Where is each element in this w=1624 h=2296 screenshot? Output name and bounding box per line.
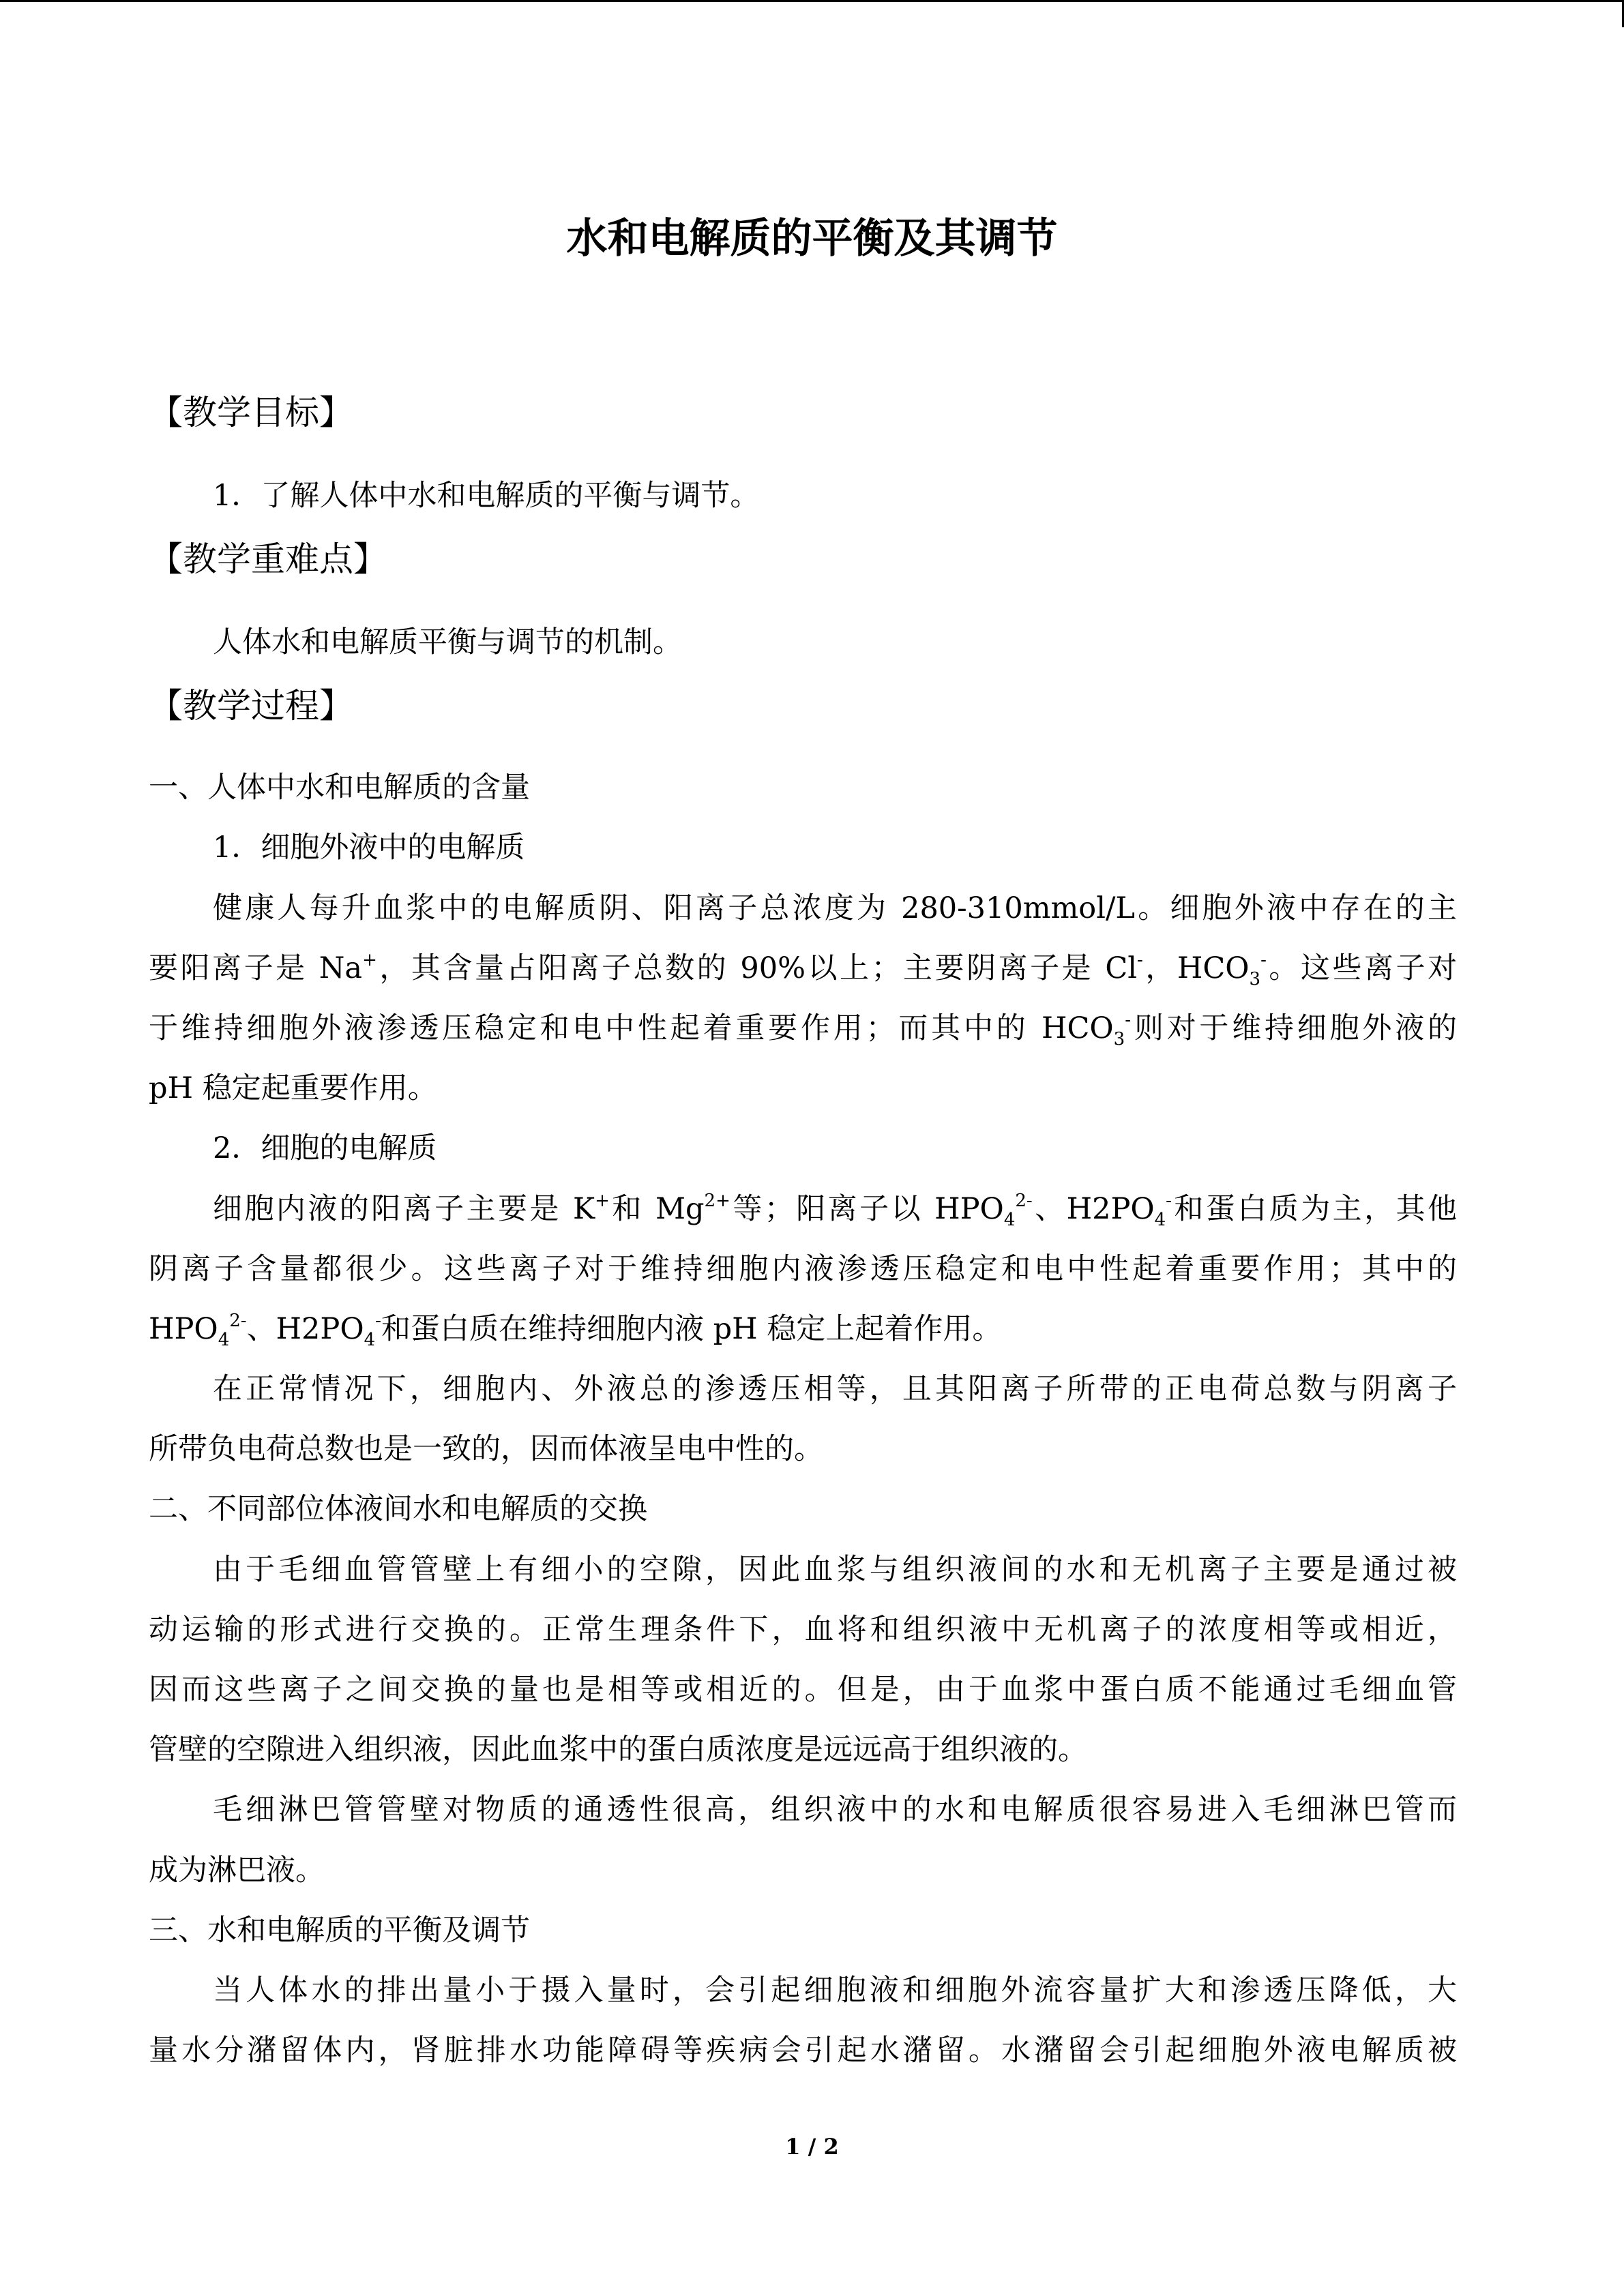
- paragraph-line: 由于毛细血管管壁上有细小的空隙，因此血浆与组织液间的水和无机离子主要是通过被: [213, 1553, 1457, 1587]
- paragraph-line: 健康人每升血浆中的电解质阴、阳离子总浓度为 280-310mmol/L。细胞外液中存在的主: [213, 891, 1457, 925]
- section-heading-2: 二、不同部位体液间水和电解质的交换: [149, 1492, 647, 1526]
- section-heading-3: 三、水和电解质的平衡及调节: [149, 1913, 530, 1948]
- document-title: 水和电解质的平衡及其调节: [566, 215, 1058, 263]
- paragraph-line: 成为淋巴液。: [149, 1853, 325, 1888]
- key-points-heading: 【教学重难点】: [149, 539, 387, 579]
- objective-item: 1．了解人体中水和电解质的平衡与调节。: [213, 479, 760, 513]
- paragraph-line: 阴离子含量都很少。这些离子对于维持细胞内液渗透压稳定和电中性起着重要作用；其中的: [149, 1252, 1457, 1286]
- paragraph-line: 毛细淋巴管管壁对物质的通透性很高，组织液中的水和电解质很容易进入毛细淋巴管而: [213, 1793, 1457, 1827]
- paragraph-line: 当人体水的排出量小于摄入量时，会引起细胞液和细胞外流容量扩大和渗透压降低，大: [213, 1973, 1457, 2008]
- paragraph-line: 细胞内液的阳离子主要是 K+和 $Mg^{2+}$等；阳离子以 $HPO_4^{2-}$、$H2PO_4^-$和蛋白质为主，其他: [213, 1191, 1457, 1230]
- key-point-item: 人体水和电解质平衡与调节的机制。: [213, 625, 682, 659]
- page-border-top: [0, 0, 1624, 2]
- paragraph-line: pH 稳定起重要作用。: [149, 1071, 437, 1105]
- paragraph-line: 管壁的空隙进入组织液，因此血浆中的蛋白质浓度是远远高于组织液的。: [149, 1733, 1087, 1767]
- paragraph-line: $HPO_4^{2-}$、$H2PO_4^-$和蛋白质在维持细胞内液 pH 稳定上起着作用。: [149, 1311, 1002, 1350]
- paragraph-line: 所带负电荷总数也是一致的，因而体液呈电中性的。: [149, 1432, 823, 1466]
- paragraph-line: 于维持细胞外液渗透压稳定和电中性起着重要作用；而其中的 $HCO_3^-$则对于维持细胞外液的: [149, 1010, 1457, 1049]
- subsection-heading: 1．细胞外液中的电解质: [213, 831, 525, 865]
- objectives-heading: 【教学目标】: [149, 393, 353, 432]
- paragraph-line: 在正常情况下，细胞内、外液总的渗透压相等，且其阳离子所带的正电荷总数与阴离子: [213, 1372, 1457, 1406]
- paragraph-line: 要阳离子是 Na+，其含量占阳离子总数的 90%以上；主要阴离子是 Cl-，$HCO_3^-$。这些离子对: [149, 950, 1457, 989]
- process-heading: 【教学过程】: [149, 686, 353, 726]
- section-heading-1: 一、人体中水和电解质的含量: [149, 771, 530, 805]
- subsection-heading: 2．细胞的电解质: [213, 1131, 437, 1165]
- paragraph-line: 因而这些离子之间交换的量也是相等或相近的。但是，由于血浆中蛋白质不能通过毛细血管: [149, 1673, 1457, 1707]
- page-number: 1 / 2: [785, 2134, 839, 2160]
- paragraph-line: 动运输的形式进行交换的。正常生理条件下，血将和组织液中无机离子的浓度相等或相近，: [149, 1613, 1457, 1647]
- paragraph-line: 量水分潴留体内，肾脏排水功能障碍等疾病会引起水潴留。水潴留会引起细胞外液电解质被: [149, 2033, 1457, 2068]
